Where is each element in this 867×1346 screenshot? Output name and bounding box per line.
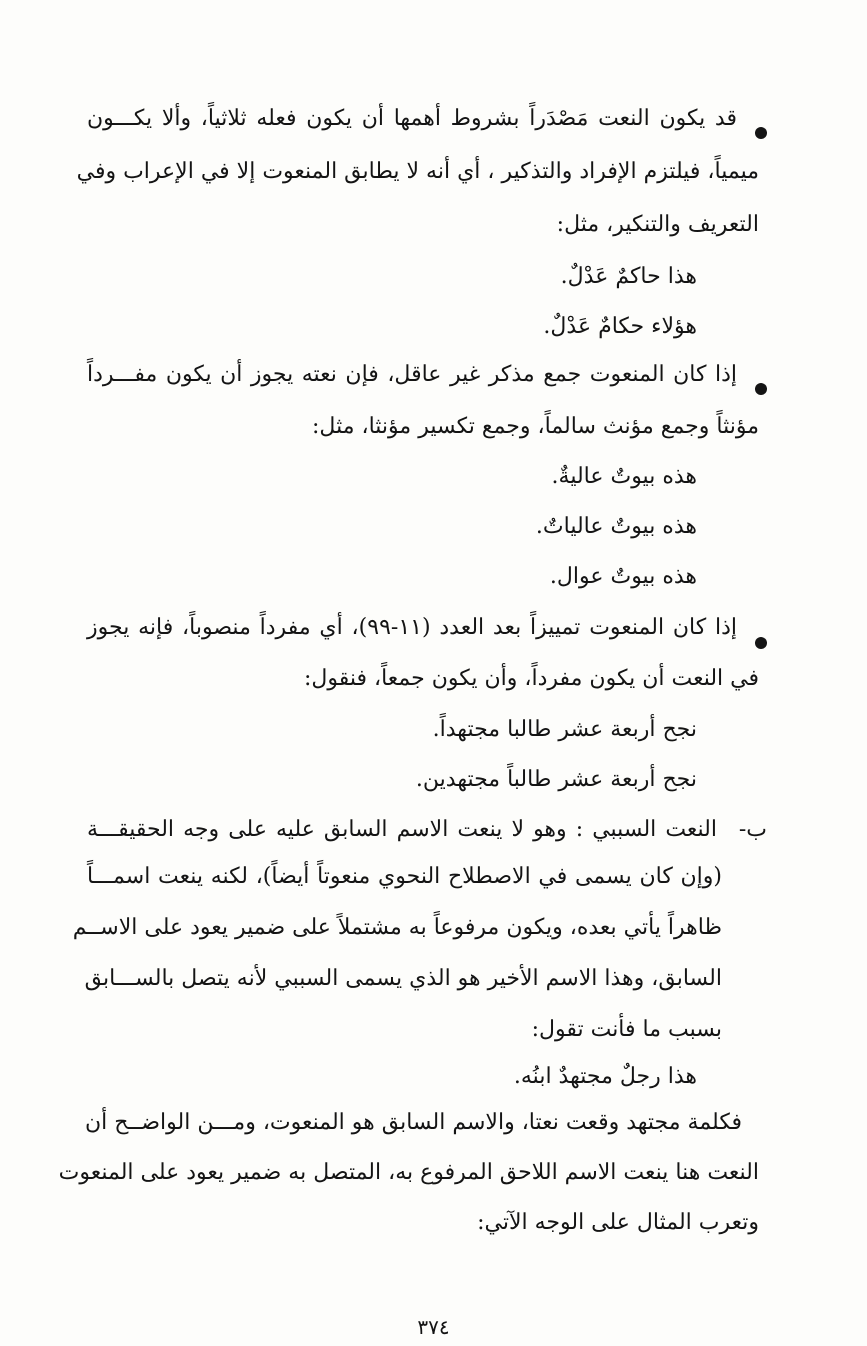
paragraph-line: مؤنثاً وجمع مؤنث سالماً، وجمع تكسير مؤنثا، مثل:: [312, 414, 759, 439]
paragraph-line: التعريف والتنكير، مثل:: [556, 212, 759, 237]
example-line: نجح أربعة عشر طالبا مجتهداً.: [432, 717, 697, 742]
paragraph-line: النعت هنا ينعت الاسم اللاحق المرفوع به، المتصل به ضمير يعود على المنعوت: [58, 1160, 759, 1185]
paragraph-line: قد يكون النعت مَصْدَراً بشروط أهمها أن يكون فعله ثلاثياً، وألا يكـــون: [87, 106, 737, 131]
paragraph-line: فكلمة مجتهد وقعت نعتا، والاسم السابق هو المنعوت، ومـــن الواضــح أن: [85, 1110, 742, 1135]
paragraph-line: ظاهراً يأتي بعده، ويكون مرفوعاً به مشتملاً على ضمير يعود على الاســم: [72, 915, 722, 940]
paragraph-line: إذا كان المنعوت جمع مذكر غير عاقل، فإن نعته يجوز أن يكون مفـــرداً: [87, 362, 737, 387]
page-number: ٣٧٤: [417, 1315, 450, 1339]
bullet-icon: [755, 637, 767, 649]
paragraph-line: النعت السببي : وهو لا ينعت الاسم السابق عليه على وجه الحقيقـــة: [87, 817, 717, 842]
bullet-icon: [755, 383, 767, 395]
example-line: هذا حاكمٌ عَدْلٌ.: [560, 264, 697, 289]
example-line: هذه بيوتٌ عالياتٌ.: [535, 514, 697, 539]
paragraph-line: السابق، وهذا الاسم الأخير هو الذي يسمى السببي لأنه يتصل بالســـابق: [84, 966, 722, 991]
paragraph-line: وتعرب المثال على الوجه الآتي:: [477, 1210, 759, 1235]
example-line: هذه بيوتٌ عوال.: [549, 564, 697, 589]
example-line: هؤلاء حكامٌ عَدْلٌ.: [543, 314, 697, 339]
paragraph-line: إذا كان المنعوت تمييزاً بعد العدد (١١-٩٩)، أي مفرداً منصوباً، فإنه يجوز: [87, 615, 738, 640]
example-line: نجح أربعة عشر طالباً مجتهدين.: [415, 767, 697, 792]
example-line: هذا رجلٌ مجتهدٌ ابنُه.: [513, 1064, 697, 1089]
bullet-icon: [755, 127, 767, 139]
paragraph-line: في النعت أن يكون مفرداً، وأن يكون جمعاً، فنقول:: [303, 666, 759, 691]
section-label: ب-: [738, 817, 767, 842]
paragraph-line: (وإن كان يسمى في الاصطلاح النحوي منعوتاً أيضاً)، لكنه ينعت اسمـــاً: [87, 864, 722, 889]
paragraph-line: بسبب ما فأنت تقول:: [531, 1017, 722, 1042]
example-line: هذه بيوتٌ عاليةٌ.: [551, 464, 697, 489]
paragraph-line: ميمياً، فيلتزم الإفراد والتذكير ، أي أنه لا يطابق المنعوت إلا في الإعراب وفي: [76, 159, 759, 184]
